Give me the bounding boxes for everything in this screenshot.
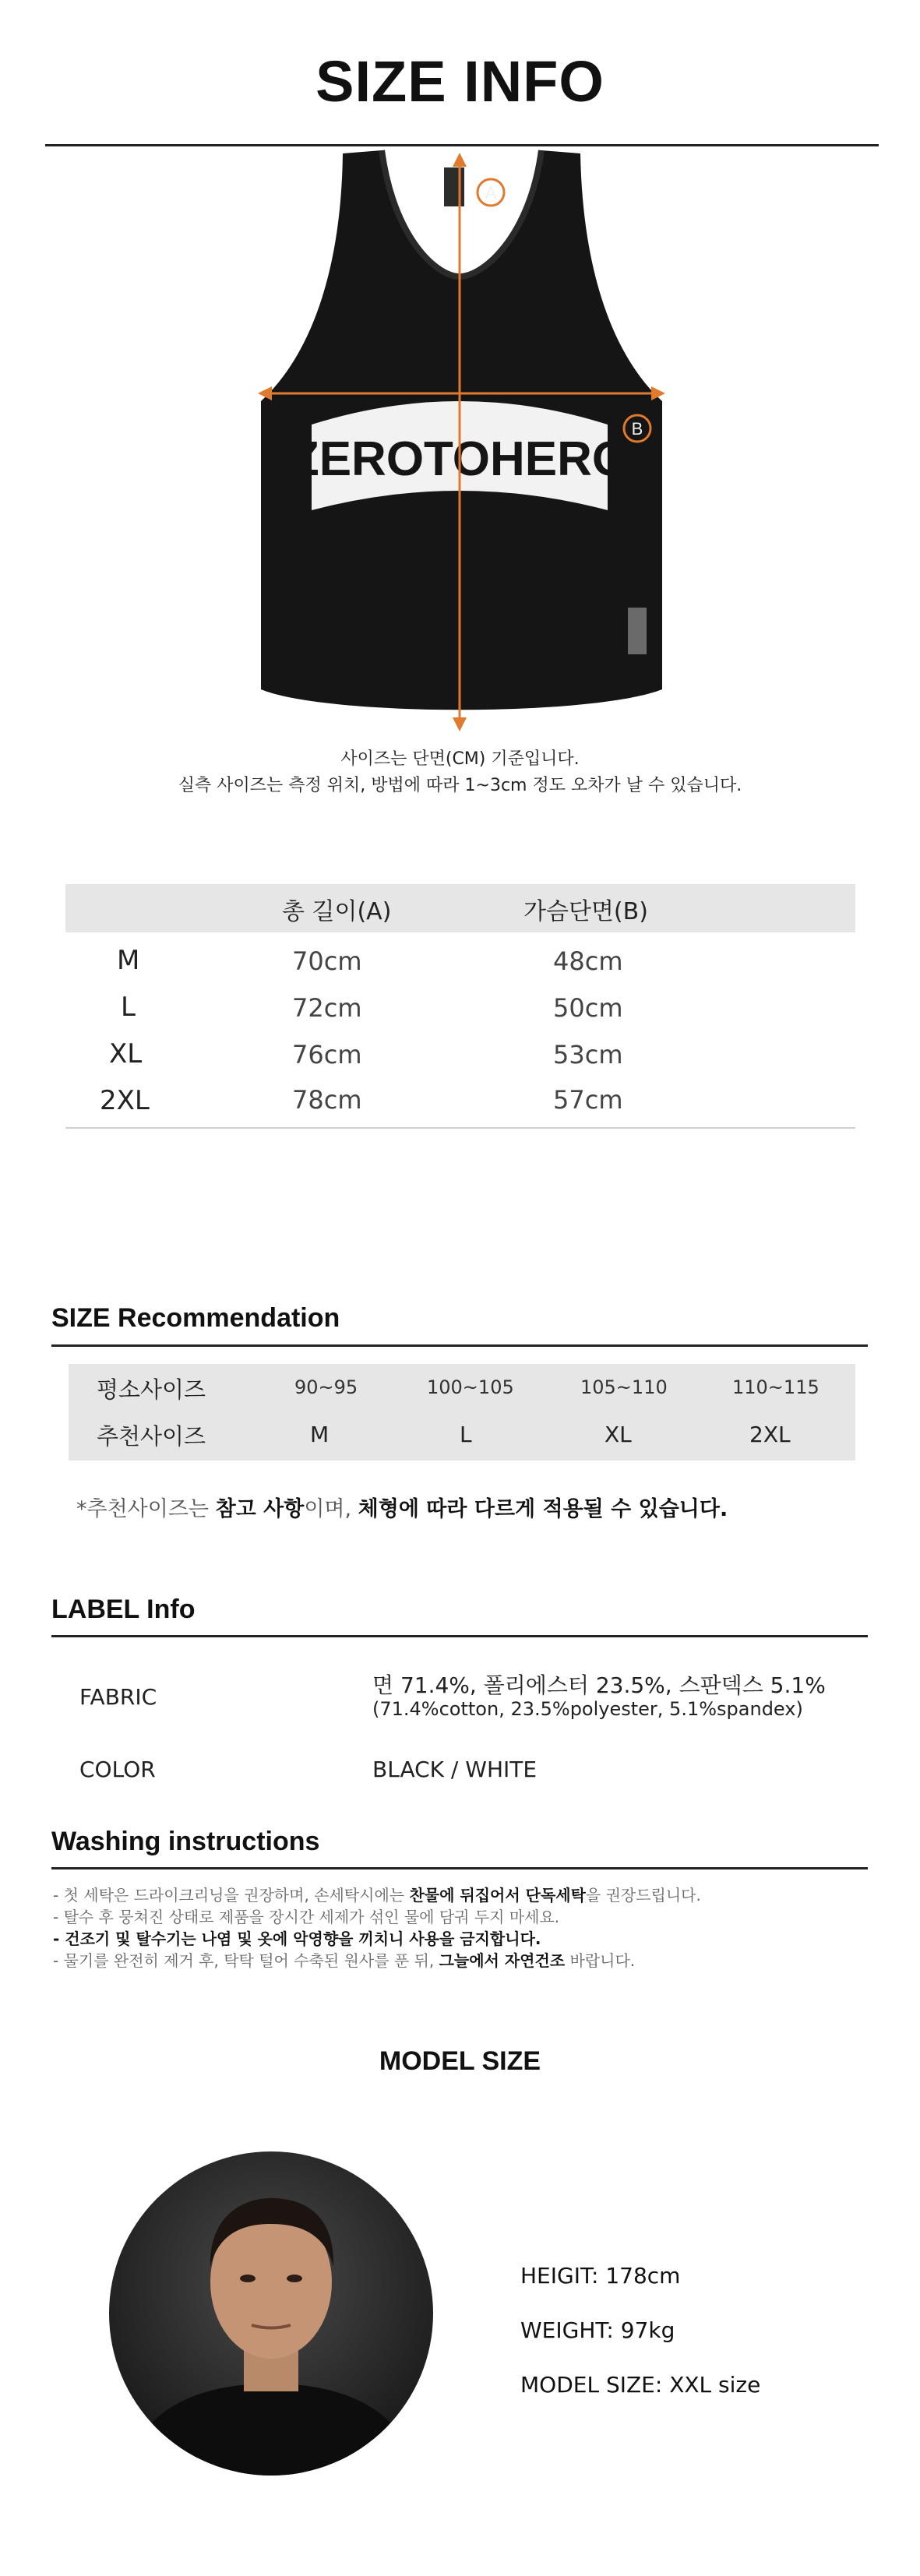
usual-size-label: 평소사이즈 bbox=[97, 1376, 206, 1403]
label-info-title: LABEL Info bbox=[51, 1595, 196, 1624]
size-row-length: 76cm bbox=[292, 1040, 362, 1070]
marker-b-label: B bbox=[631, 419, 643, 439]
neck-label bbox=[444, 167, 464, 206]
color-value: BLACK / WHITE bbox=[372, 1757, 538, 1782]
size-row-label: XL bbox=[109, 1038, 143, 1070]
size-row-length: 78cm bbox=[292, 1085, 362, 1115]
size-table-header-chest: 가슴단면(B) bbox=[523, 898, 648, 925]
size-table-header-bg bbox=[65, 884, 855, 932]
fabric-label: FABRIC bbox=[79, 1684, 157, 1710]
recommendation-title: SIZE Recommendation bbox=[51, 1303, 340, 1333]
size-row-chest: 53cm bbox=[553, 1040, 623, 1070]
label-info-divider bbox=[51, 1635, 868, 1637]
measure-note-2: 실측 사이즈는 측정 위치, 방법에 따라 1~3cm 정도 오차가 날 수 있습니다. bbox=[178, 776, 742, 795]
recommended-size-value: M bbox=[310, 1422, 330, 1447]
model-size-info: MODEL SIZE: XXL size bbox=[520, 2372, 761, 2398]
model-weight: WEIGHT: 97kg bbox=[520, 2317, 675, 2343]
recommended-size-value: L bbox=[460, 1422, 472, 1447]
usual-size-value: 105~110 bbox=[580, 1376, 668, 1398]
size-row-length: 72cm bbox=[292, 993, 362, 1023]
recommended-size-label: 추천사이즈 bbox=[97, 1423, 206, 1450]
page-title: SIZE INFO bbox=[315, 49, 605, 114]
side-tag bbox=[628, 608, 647, 654]
marker-a-label: A bbox=[485, 183, 497, 203]
fabric-value-en: (71.4%cotton, 23.5%polyester, 5.1%spandex) bbox=[372, 1698, 803, 1720]
size-table-header-length: 총 길이(A) bbox=[282, 898, 392, 925]
recommendation-divider bbox=[51, 1344, 868, 1347]
tank-top-image bbox=[0, 144, 920, 736]
recommended-size-value: XL bbox=[605, 1422, 632, 1447]
washing-divider bbox=[51, 1867, 868, 1869]
measure-note-1: 사이즈는 단면(CM) 기준입니다. bbox=[340, 749, 580, 769]
fabric-value: 면 71.4%, 폴리에스터 23.5%, 스판덱스 5.1% bbox=[372, 1672, 826, 1698]
recommendation-note: *추천사이즈는 참고 사항이며, 체형에 따라 다르게 적용될 수 있습니다. bbox=[76, 1497, 728, 1521]
usual-size-value: 110~115 bbox=[732, 1376, 820, 1398]
washing-line-1: - 첫 세탁은 드라이크리닝을 권장하며, 손세탁시에는 찬물에 뒤집어서 단독세탁을 권장드립니다. bbox=[53, 1886, 701, 1905]
size-row-chest: 57cm bbox=[553, 1085, 623, 1115]
recommended-size-value: 2XL bbox=[749, 1422, 791, 1447]
model-height: HEIGIT: 178cm bbox=[520, 2263, 681, 2289]
washing-title: Washing instructions bbox=[51, 1827, 320, 1856]
usual-size-value: 90~95 bbox=[294, 1376, 358, 1398]
size-row-chest: 48cm bbox=[553, 946, 623, 976]
size-row-label: 2XL bbox=[100, 1085, 150, 1116]
washing-line-3: - 건조기 및 탈수기는 나염 및 옷에 악영향을 끼치니 사용을 금지합니다. bbox=[53, 1929, 541, 1948]
washing-line-4: - 물기를 완전히 제거 후, 탁탁 털어 수축된 원사를 푼 뒤, 그늘에서 자연건조 바랍니다. bbox=[53, 1951, 636, 1970]
model-photo bbox=[108, 2150, 435, 2477]
size-row-label: M bbox=[117, 945, 140, 976]
model-size-title: MODEL SIZE bbox=[379, 2046, 541, 2076]
color-label: COLOR bbox=[79, 1757, 156, 1782]
size-row-chest: 50cm bbox=[553, 993, 623, 1023]
usual-size-value: 100~105 bbox=[427, 1376, 514, 1398]
size-row-length: 70cm bbox=[292, 946, 362, 976]
garment-logo-text: ZEROTOHERO bbox=[289, 432, 630, 486]
size-row-label: L bbox=[121, 992, 136, 1023]
washing-line-2: - 탈수 후 뭉쳐진 상태로 제품을 장시간 세제가 섞인 물에 담궈 두지 마세요. bbox=[53, 1908, 560, 1926]
size-table-bottom-line bbox=[65, 1127, 855, 1129]
